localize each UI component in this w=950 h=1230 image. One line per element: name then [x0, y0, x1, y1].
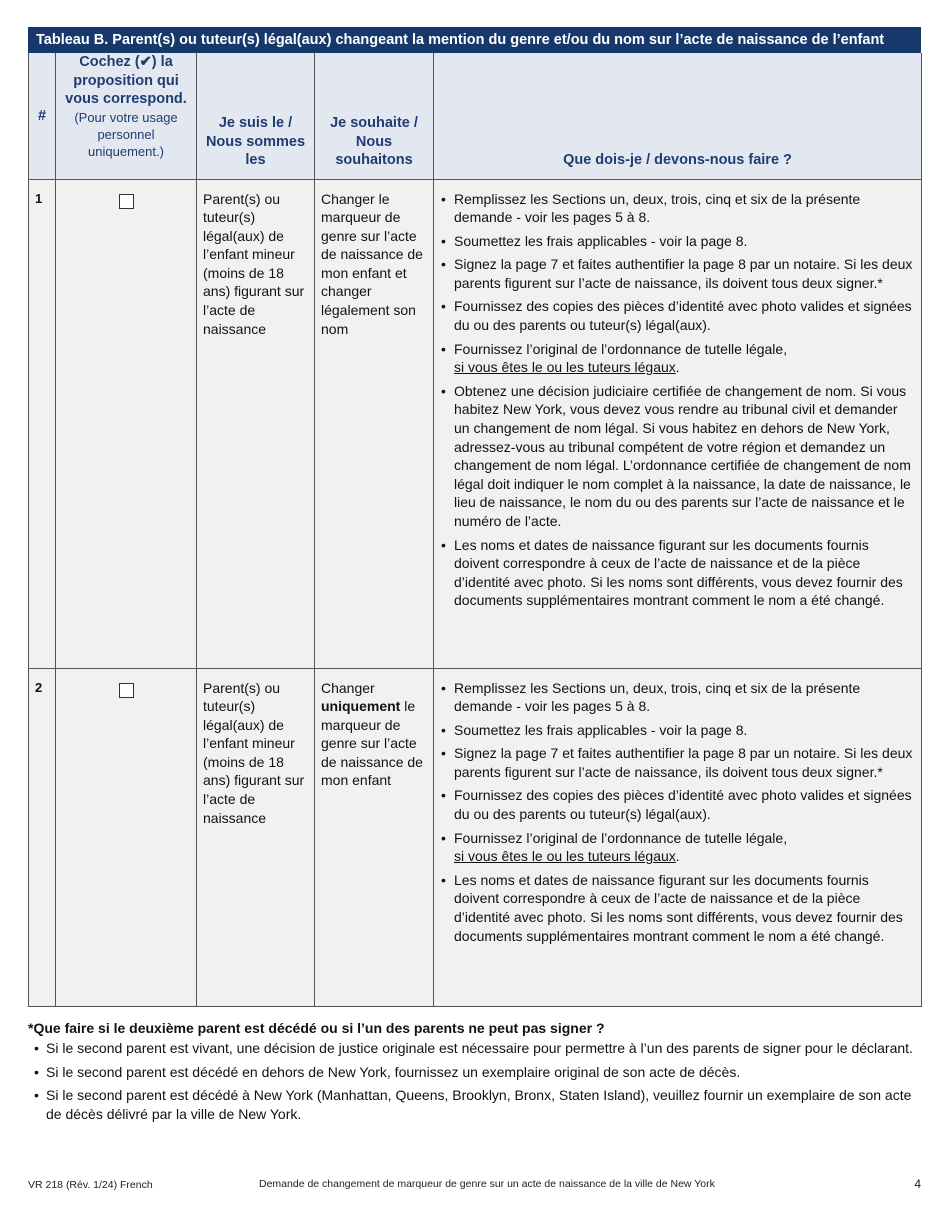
option-1-checkbox[interactable]	[119, 194, 134, 209]
steps-list	[440, 679, 915, 946]
header-check	[56, 53, 197, 179]
row-check-cell	[56, 668, 197, 1006]
footnote-list	[28, 1039, 921, 1123]
list-item: • Soumettez les frais applicables - voir la page 8.	[440, 232, 915, 251]
footnote-question: *Que faire si le deuxième parent est décédé ou si l’un des parents ne peut pas signer ?	[28, 1019, 605, 1036]
page	[28, 27, 921, 1128]
wish-suffix: le marqueur de genre sur l’acte de naissance de mon enfant	[321, 698, 423, 789]
list-item: • Remplissez les Sections un, deux, trois, cinq et six de la présente demande - voir les pages 5 à 8.	[440, 679, 915, 716]
row-i-wish: Changer le marqueur de genre sur l’acte de naissance de mon enfant et changer légalement son nom	[315, 179, 434, 668]
form-id: VR 218 (Rév. 1/24) French	[28, 1179, 153, 1191]
wish-prefix: Changer	[321, 679, 375, 696]
row-number: 1	[29, 179, 56, 668]
list-item: • Si le second parent est vivant, une décision de justice originale est nécessaire pour permettre à l’un des parents de signer pour le déclarant.	[28, 1039, 921, 1058]
footnote	[28, 1019, 921, 1124]
list-item: • Les noms et dates de naissance figurant sur les documents fournis doivent correspondre à ceux de l’acte de naissance et de la pièce d’identité avec photo. Si les noms sont différents, vous devez fournir des documents supplémentaires montrant comment le nom a été changé.	[440, 871, 915, 945]
option-2-checkbox[interactable]	[119, 683, 134, 698]
list-item: • Les noms et dates de naissance figurant sur les documents fournis doivent correspondre à ceux de l’acte de naissance et de la pièce d’identité avec photo. Si les noms sont différents, vous devez fournir des documents supplémentaires montrant comment le nom a été changé.	[440, 536, 915, 610]
steps-list	[440, 190, 915, 610]
guardianship-text: Fournissez l’original de l’ordonnance de tutelle légale,	[454, 340, 788, 357]
header-number: #	[29, 53, 56, 179]
list-item: • Si le second parent est décédé à New York (Manhattan, Queens, Brooklyn, Bronx, Staten Island), veuillez fournir un exemplaire de son acte de décès délivré par la ville de New York.	[28, 1086, 921, 1123]
guardian-condition: si vous êtes le ou les tuteurs légaux	[454, 359, 676, 376]
list-item: • Remplissez les Sections un, deux, trois, cinq et six de la présente demande - voir les pages 5 à 8.	[440, 190, 915, 227]
list-item: • Signez la page 7 et faites authentifier la page 8 par un notaire. Si les deux parents figurent sur l’acte de naissance, ils doivent tous deux signer.*	[440, 744, 915, 781]
list-item: • Obtenez une décision judiciaire certifiée de changement de nom. Si vous habitez New York, vous devez vous rendre au tribunal civil et demander un changement de nom légal. Si vous habitez en dehors de New York, adressez-vous au tribunal compétent de votre région et demandez un changement de nom légal. L’ordonnance certifiée de changement de nom légal doit indiquer le nom complet à la naissance, la date de naissance, le lieu de naissance, le nom du ou des parents sur l’acte de naissance et le numéro de l’acte.	[440, 382, 915, 531]
requirements-table	[28, 53, 922, 1007]
table-row	[29, 179, 922, 668]
list-item: • Fournissez l’original de l’ordonnance de tutelle légale, si vous êtes le ou les tuteurs légaux.	[440, 340, 915, 377]
header-i-am: Je suis le / Nous sommes les	[197, 53, 315, 179]
list-item: • Soumettez les frais applicables - voir la page 8.	[440, 721, 915, 740]
document-title: Demande de changement de marqueur de genre sur un acte de naissance de la ville de New York	[259, 1178, 715, 1190]
row-i-am: Parent(s) ou tuteur(s) légal(aux) de l’enfant mineur (moins de 18 ans) figurant sur l’acte de naissance	[197, 668, 315, 1006]
header-i-wish: Je souhaite / Nous souhaitons	[315, 53, 434, 179]
table-row	[29, 668, 922, 1006]
wish-emphasis: uniquement	[321, 698, 401, 715]
list-item: • Si le second parent est décédé en dehors de New York, fournissez un exemplaire original de son acte de décès.	[28, 1063, 921, 1082]
header-what-to-do: Que dois-je / devons-nous faire ?	[434, 53, 922, 179]
row-check-cell	[56, 179, 197, 668]
list-item: • Fournissez des copies des pièces d’identité avec photo valides et signées du ou des parents ou tuteur(s) légal(aux).	[440, 786, 915, 823]
row-i-wish	[315, 668, 434, 1006]
page-number: 4	[914, 1177, 921, 1191]
list-item: • Fournissez l’original de l’ordonnance de tutelle légale, si vous êtes le ou les tuteurs légaux.	[440, 829, 915, 866]
row-steps	[434, 668, 922, 1006]
table-title: Tableau B. Parent(s) ou tuteur(s) légal(aux) changeant la mention du genre et/ou du nom sur l’acte de naissance de l’enfant	[28, 27, 921, 53]
page-footer	[28, 1177, 921, 1195]
header-check-sub: (Pour votre usage personnel uniquement.)	[74, 109, 178, 159]
list-item: • Signez la page 7 et faites authentifier la page 8 par un notaire. Si les deux parents figurent sur l’acte de naissance, ils doivent tous deux signer.*	[440, 255, 915, 292]
list-item: • Fournissez des copies des pièces d’identité avec photo valides et signées du ou des parents ou tuteur(s) légal(aux).	[440, 297, 915, 334]
header-check-main: Cochez (✔) la proposition qui vous correspond.	[65, 54, 187, 107]
guardian-condition: si vous êtes le ou les tuteurs légaux	[454, 848, 676, 865]
guardianship-text: Fournissez l’original de l’ordonnance de tutelle légale,	[454, 829, 788, 846]
row-steps	[434, 179, 922, 668]
row-number: 2	[29, 668, 56, 1006]
table-header-row	[29, 53, 922, 179]
row-i-am: Parent(s) ou tuteur(s) légal(aux) de l’enfant mineur (moins de 18 ans) figurant sur l’acte de naissance	[197, 179, 315, 668]
